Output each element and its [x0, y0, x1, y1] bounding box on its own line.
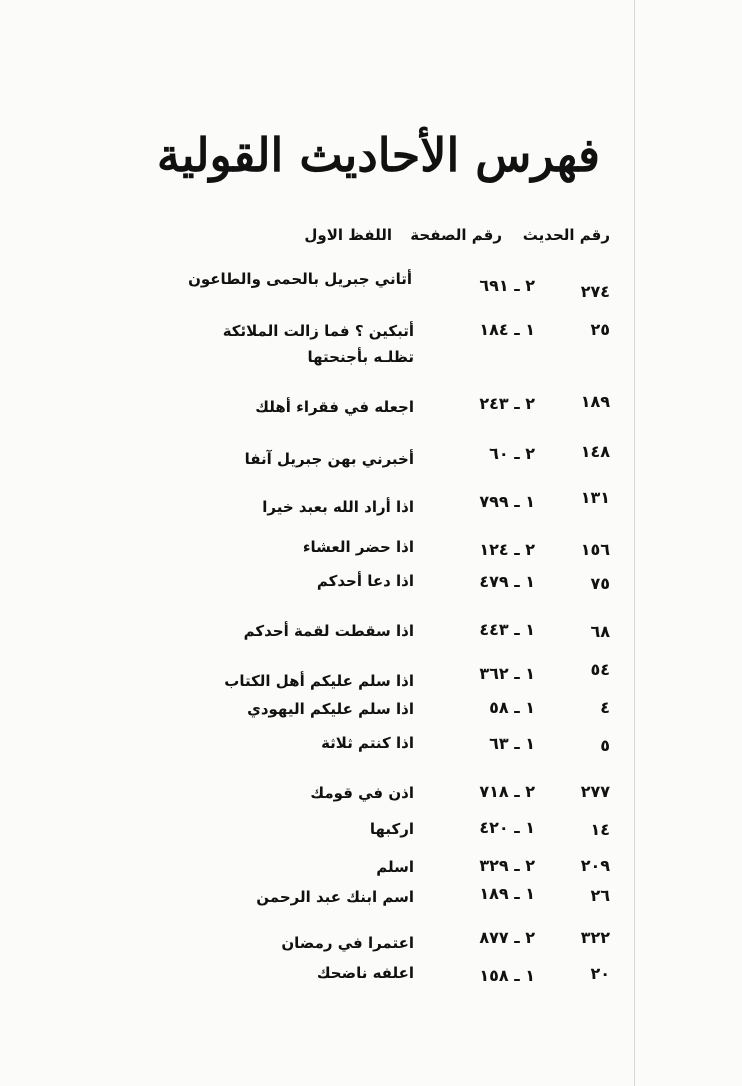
index-row: [0, 928, 742, 958]
hadith-number: ٥: [600, 736, 610, 755]
index-row: [0, 486, 742, 516]
index-row: [0, 390, 742, 420]
hadith-first-words: اذا سلم عليكم أهل الكتاب: [224, 672, 414, 690]
page-ref: ٢ ـ ٨٧٧: [479, 928, 535, 947]
hadith-number: ١٣١: [580, 488, 610, 507]
header-page-number: رقم الصفحة: [410, 226, 502, 244]
index-row: [0, 618, 742, 648]
index-row: [0, 960, 742, 990]
hadith-first-words: اذا دعا أحدكم: [316, 572, 414, 590]
index-row: [0, 780, 742, 810]
page-ref: ١ ـ ٤٧٩: [479, 572, 535, 591]
index-row: [0, 442, 742, 472]
hadith-first-words: اذا سقطت لقمة أحدكم: [243, 622, 414, 640]
index-row: [0, 534, 742, 564]
hadith-number: ١٤٨: [580, 442, 610, 461]
hadith-first-words: اسلم: [376, 858, 414, 876]
index-row: [0, 816, 742, 846]
page-ref: ١ ـ ٥٨: [489, 698, 535, 717]
header-hadith-number: رقم الحديث: [522, 226, 610, 244]
page-ref: ١ ـ ١٨٤: [479, 320, 535, 339]
hadith-number: ٣٢٢: [580, 928, 610, 947]
hadith-number: ٢٦: [590, 886, 610, 905]
hadith-number: ٢٠: [590, 964, 610, 983]
page-ref: ١ ـ ٣٦٢: [479, 664, 535, 683]
hadith-number: ٧٥: [590, 574, 610, 593]
hadith-number: ٢٧٧: [580, 782, 610, 801]
index-row: [0, 698, 742, 728]
index-row: [0, 884, 742, 914]
hadith-first-words: اذن في قومك: [310, 784, 414, 802]
hadith-first-words: أتاني جبريل بالحمى والطاعون: [188, 270, 412, 288]
page-ref: ١ ـ ٤٢٠: [479, 818, 535, 837]
page-ref: ٢ ـ ٦٩١: [479, 276, 535, 295]
page-ref: ٢ ـ ١٢٤: [479, 540, 535, 559]
page-ref: ٢ ـ ٢٤٣: [479, 394, 535, 413]
hadith-number: ٤: [600, 698, 610, 717]
hadith-number: ١٥٦: [580, 540, 610, 559]
index-row: [0, 660, 742, 690]
page-ref: ١ ـ ٤٤٣: [479, 620, 535, 639]
hadith-first-words: اعتمرا في رمضان: [281, 934, 414, 952]
hadith-first-words: أتبكين ؟ فما زالت الملائكة تظلـه بأجنحتها: [222, 322, 414, 366]
hadith-first-words: اذا كنتم ثلاثة: [321, 734, 414, 752]
hadith-first-words: اجعله في فقراء أهلك: [255, 398, 414, 416]
page-ref: ١ ـ ٧٩٩: [479, 492, 535, 511]
index-row: [0, 568, 742, 598]
page-title: فهرس الأحاديث القولية: [156, 128, 600, 182]
hadith-first-words: اذا سلم عليكم اليهودي: [247, 700, 414, 718]
hadith-number: ٦٨: [590, 622, 610, 641]
page-ref: ٢ ـ ٣٢٩: [479, 856, 535, 875]
hadith-number: ٢٠٩: [580, 856, 610, 875]
page-ref: ٢ ـ ٦٠: [489, 444, 535, 463]
page-ref: ١ ـ ١٨٩: [479, 884, 535, 903]
hadith-number: ٥٤: [590, 660, 610, 679]
hadith-number: ١٨٩: [580, 392, 610, 411]
hadith-first-words: اسم ابنك عبد الرحمن: [256, 888, 414, 906]
hadith-number: ١٤: [590, 820, 610, 839]
header-first-words: اللفظ الاول: [304, 226, 392, 244]
index-row: [0, 270, 742, 306]
hadith-first-words: اعلفه ناضحك: [316, 964, 414, 982]
hadith-first-words: اركبها: [369, 820, 414, 838]
index-row: [0, 316, 742, 366]
index-row: [0, 734, 742, 764]
page-ref: ١ ـ ٦٣: [489, 734, 535, 753]
index-row: [0, 856, 742, 886]
hadith-number: ٢٧٤: [580, 282, 610, 301]
page-ref: ٢ ـ ٧١٨: [479, 782, 535, 801]
hadith-first-words: اذا أراد الله بعبد خيرا: [262, 498, 414, 516]
hadith-number: ٢٥: [590, 320, 610, 339]
hadith-first-words: أخبرني بهن جبريل آنفا: [244, 450, 414, 468]
hadith-first-words: اذا حضر العشاء: [302, 538, 414, 556]
page-ref: ١ ـ ١٥٨: [479, 966, 535, 985]
